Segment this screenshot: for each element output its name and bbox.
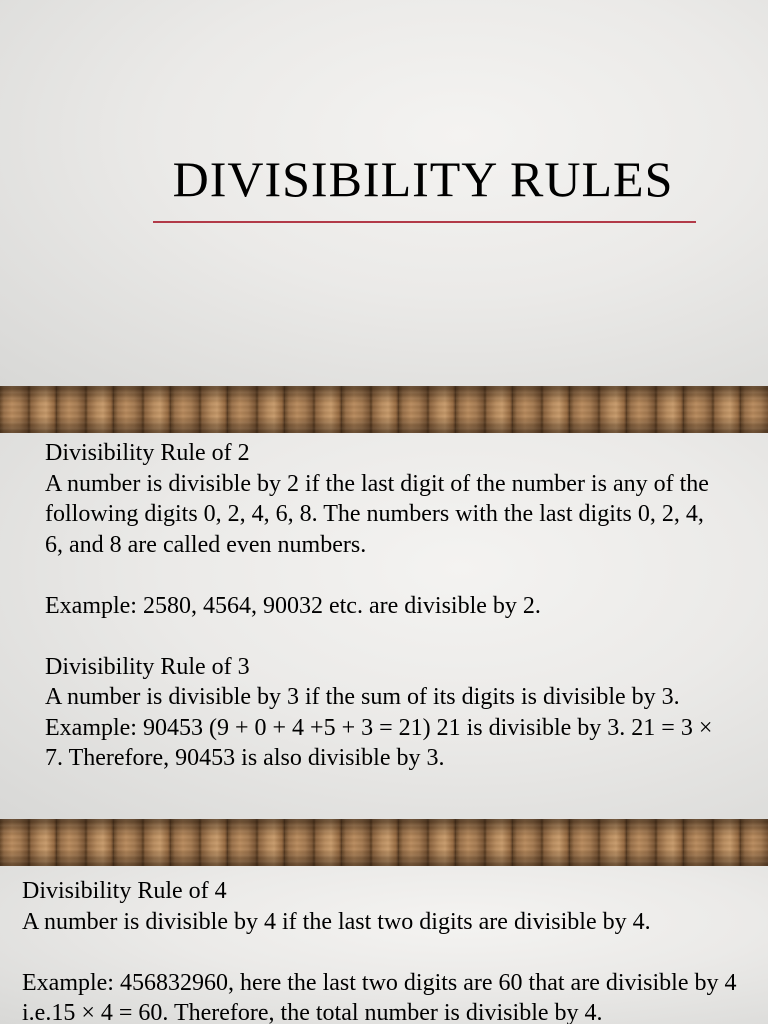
rule-3-heading: Divisibility Rule of 3 (45, 653, 250, 680)
rule-2-text: A number is divisible by 2 if the last digit of the number is any of the following digits 0, 2, 4, 6, 8. The numbers with the last digits 0, 2, 4, 6, and 8 are called even numbers. (45, 470, 709, 558)
rule-4-text: A number is divisible by 4 if the last two digits are divisible by 4. (22, 908, 651, 935)
spacer (45, 560, 717, 591)
wood-floor-divider (0, 819, 768, 866)
title-slide (0, 0, 768, 386)
spacer (22, 937, 742, 968)
rule-2-heading: Divisibility Rule of 2 (45, 440, 250, 466)
spacer (45, 621, 717, 652)
rule-2-example: Example: 2580, 4564, 90032 etc. are divisible by 2. (45, 592, 541, 619)
title-underline (153, 221, 696, 223)
rule-3-example: Example: 90453 (9 + 0 + 4 +5 + 3 = 21) 21 is divisible by 3. 21 = 3 × 7. Therefore, 90453 is also divisible by 3. (45, 714, 713, 771)
rule-3-text: A number is divisible by 3 if the sum of its digits is divisible by 3. (45, 684, 680, 710)
rule-4-heading: Divisibility Rule of 4 (22, 878, 227, 904)
rule-4-slide (0, 866, 768, 1024)
slide-title: DIVISIBILITY RULES (172, 151, 674, 207)
rule-4-example: Example: 456832960, here the last two digits are 60 that are divisible by 4 i.e.15 × 4 = 60. Therefore, the total number is divisible by 4. (22, 969, 737, 1024)
slide-body (45, 438, 717, 774)
slide-body (22, 876, 742, 1024)
rules-2-3-slide (0, 433, 768, 819)
wood-floor-divider (0, 386, 768, 433)
